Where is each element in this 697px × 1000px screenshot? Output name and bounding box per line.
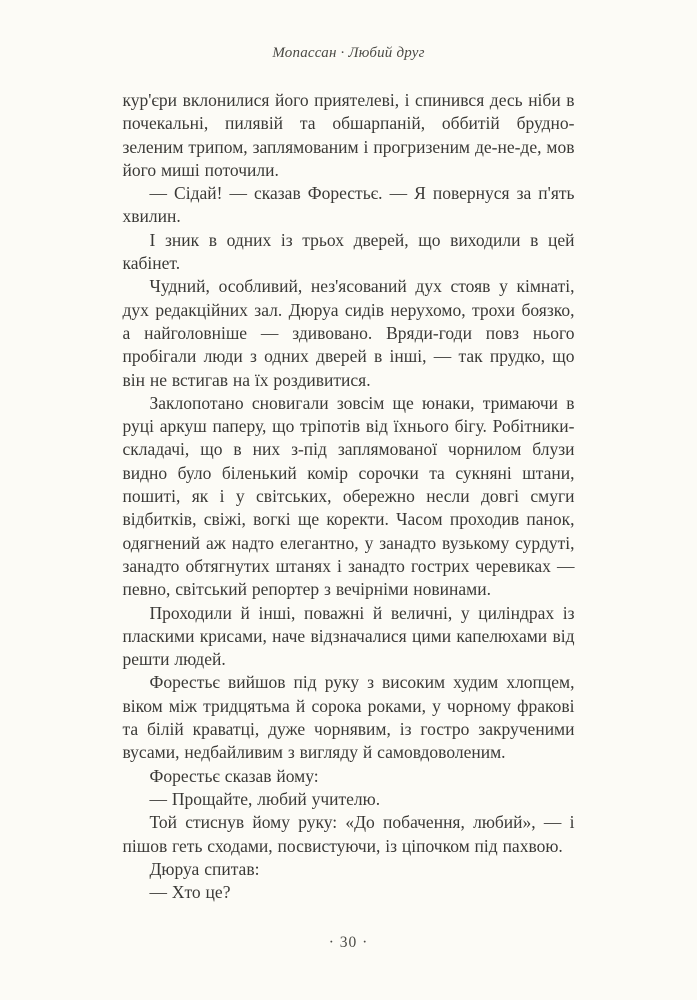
paragraph: кур'єри вклонилися його приятелеві, і спинився десь ніби в почекальні, пилявій та обшарпаній, оббитій брудно-зеленим трипом, заплямованим і прогризеним де-не-де, мов його миші поточили.	[122, 90, 575, 180]
paragraph: Проходили й інші, поважні й величні, у циліндрах із пласкими крисами, наче відзначалися цими капелюхами від решти людей.	[122, 602, 575, 670]
paragraph: Заклопотано сновигали зовсім ще юнаки, тримаючи в руці аркуш паперу, що тріпотів від їхнього бігу. Робітники-складачі, що в них з-під заплямованої чорнилом блузи видно було біленький комір сорочки та сукняні штани, пошиті, як і у світських, обережно несли довгі смуги відбитків, свіжі, вогкі ще коректи. Часом проходив панок, одягнений аж надто елегантно, у занадто вузькому сурдуті, занадто обтягнутих штанях і занадто гострих черевиках — певно, світський репортер з вечірніми новинами.	[122, 392, 575, 600]
paragraph: І зник в одних із трьох дверей, що виходили в цей кабінет.	[122, 229, 575, 274]
paragraph: — Хто це?	[149, 882, 231, 903]
body-text	[123, 89, 575, 904]
running-title: Мопассан · Любий друг	[272, 45, 425, 61]
paragraph: Дюруа спитав:	[149, 858, 260, 879]
paragraph: — Сідай! — сказав Форестьє. — Я повернуся за п'ять хвилин.	[122, 183, 575, 227]
paragraph: Форестьє сказав йому:	[149, 765, 319, 786]
paragraph: Той стиснув йому руку: «До побачення, любий», — і пішов геть сходами, посвистуючи, із ціпочком під пахвою.	[122, 812, 575, 856]
paragraph: Чудний, особливий, нез'ясований дух стояв у кімнаті, дух редакційних зал. Дюруа сидів нерухомо, трохи боязко, а найголовніше — здивовано. Вряди-годи повз нього пробігали люди з одних дверей в інші, — так прудко, що він не встигав на їх роздивитися.	[122, 276, 575, 390]
paragraph: — Прощайте, любий учителю.	[149, 788, 381, 809]
page-number: · 30 ·	[328, 934, 369, 951]
paragraph: Форестьє вийшов під руку з високим худим хлопцем, віком між тридцятьма й сорока роками, у чорному фракові та білій краватці, дуже чорнявим, із гостро закрученими вусами, недбайливим з вигляду й самовдоволеним.	[122, 672, 575, 763]
